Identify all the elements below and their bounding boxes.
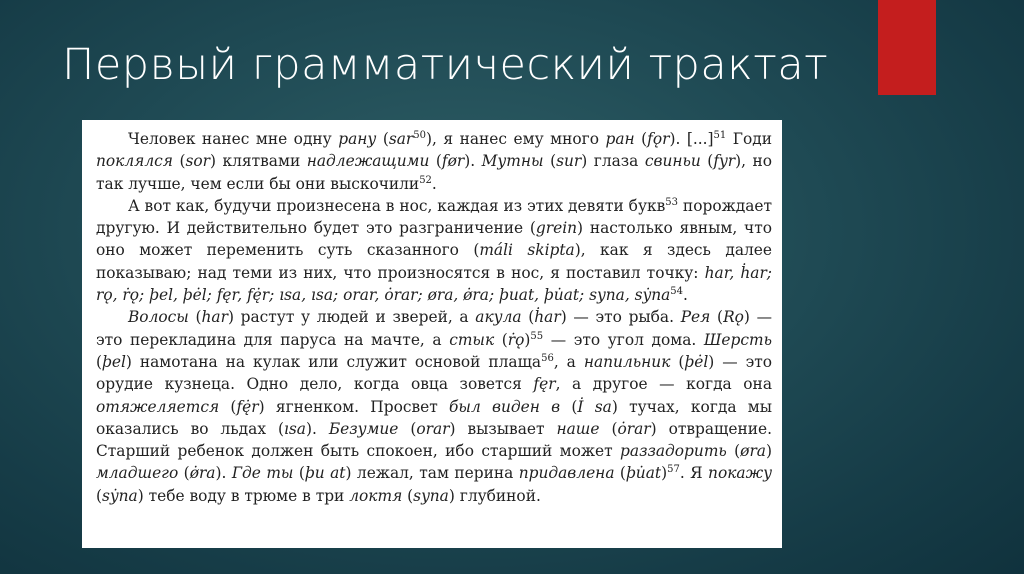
text-run: ( xyxy=(710,308,724,327)
accent-bar xyxy=(878,0,936,95)
text-run: А вот как, будучи произнесена в нос, каждая из этих девяти букв xyxy=(128,196,666,215)
text-run: ( xyxy=(494,330,508,349)
italic-term: поклялся xyxy=(96,152,173,171)
text-run: , а xyxy=(553,352,584,371)
text-run: ( xyxy=(599,419,618,438)
text-run: ( xyxy=(96,352,103,371)
text-run: ( xyxy=(543,152,557,171)
italic-term: orar xyxy=(416,419,450,438)
italic-term: был виден в xyxy=(449,397,561,416)
italic-term: fyr xyxy=(713,152,736,171)
italic-term: Рея xyxy=(680,308,711,327)
text-run: ( xyxy=(560,397,578,416)
italic-term: наше xyxy=(556,419,600,438)
text-run: ). [...] xyxy=(669,130,714,148)
text-run: ) отвращение. Старший ребенок должен быть спокоен, ибо старший может xyxy=(96,419,772,461)
italic-term: fęr xyxy=(533,375,556,394)
text-run: ) растут у людей и зверей, а xyxy=(227,308,476,327)
footnote-ref: 52 xyxy=(419,174,432,186)
text-run: ) ягненком. Просвет xyxy=(258,397,450,416)
text-run: ( xyxy=(178,464,190,483)
text-run: ) тучах, когда мы оказались во льдах ( xyxy=(96,397,772,438)
italic-term: Волосы xyxy=(128,308,189,327)
footnote-ref: 54 xyxy=(670,285,684,297)
text-run: ) намотана на кулак или служит основой плаща xyxy=(125,352,542,371)
text-run: ). xyxy=(464,152,482,171)
text-run: ), но так лучше, чем если бы они выскочили xyxy=(96,152,772,193)
italic-term: Безумие xyxy=(328,419,399,438)
text-run: ( xyxy=(700,152,714,171)
italic-term: sur xyxy=(556,152,582,171)
text-run: ). xyxy=(305,419,329,438)
italic-term: øra xyxy=(740,442,766,461)
italic-term: отяжеляется xyxy=(96,397,220,416)
text-run: ( xyxy=(614,464,626,483)
italic-term: ısa xyxy=(283,419,306,438)
text-run: ) вызывает xyxy=(449,419,557,438)
italic-term: sor xyxy=(185,152,211,171)
italic-term: рану xyxy=(338,130,377,148)
text-run: ( xyxy=(634,130,648,148)
italic-term: før xyxy=(441,152,465,171)
italic-term: акула xyxy=(475,308,522,327)
italic-term: ȯrar xyxy=(617,419,651,438)
text-run: ) тебе воду в трюме в три xyxy=(137,486,350,505)
italic-term: sar xyxy=(388,130,414,148)
italic-term: þu at xyxy=(304,464,346,483)
footnote-ref: 56 xyxy=(541,352,554,364)
italic-term: напильник xyxy=(583,352,671,371)
text-run: ( xyxy=(293,464,305,483)
text-run: ( xyxy=(172,152,186,171)
italic-term: придавлена xyxy=(518,464,615,483)
paragraph-3 xyxy=(96,306,772,507)
text-run: ) клятвами xyxy=(210,152,307,171)
text-run: ) xyxy=(765,442,772,461)
text-run: ), как я здесь далее показываю; над теми из них, что произносятся в нос, я поставил точку: xyxy=(96,241,772,282)
italic-term: har xyxy=(201,308,228,327)
footnote-ref: 53 xyxy=(665,196,679,208)
text-run: Годи xyxy=(726,130,772,148)
slide-title: Первый грамматический трактат xyxy=(62,40,829,90)
text-run: ) настолько явным, что оно может переменить суть сказанного ( xyxy=(96,219,772,260)
paragraph-1 xyxy=(96,128,772,195)
italic-term: fę̇r xyxy=(236,397,259,416)
text-run: ) xyxy=(661,464,668,483)
text-run: ( xyxy=(96,486,103,505)
text-run: . Я xyxy=(679,464,709,483)
footnote-ref: 50 xyxy=(413,129,426,141)
text-run: ( xyxy=(398,419,417,438)
italic-term: Rǫ xyxy=(723,308,744,327)
text-run: Человек нанес мне одну xyxy=(128,130,339,148)
text-run: ) — это рыба. xyxy=(560,308,681,327)
footnote-ref: 57 xyxy=(667,464,680,476)
italic-term: свиньи xyxy=(644,152,701,171)
text-run: ( xyxy=(726,442,741,461)
italic-term: þėl xyxy=(684,352,709,371)
italic-term: máli skipta xyxy=(479,241,575,260)
italic-term: Шерсть xyxy=(703,330,772,349)
italic-term: Мутны xyxy=(481,152,544,171)
italic-term: младшего xyxy=(96,464,179,483)
text-run: ( xyxy=(219,397,237,416)
text-run: ) xyxy=(524,330,531,349)
italic-term: покажу xyxy=(708,464,772,483)
text-run: ) глубиной. xyxy=(448,486,541,505)
italic-term: grein xyxy=(535,219,578,238)
document-excerpt xyxy=(82,120,782,548)
text-run: ( xyxy=(521,308,535,327)
italic-term: локтя xyxy=(349,486,403,505)
italic-term: стык xyxy=(449,330,495,349)
italic-term: надлежащими xyxy=(306,152,430,171)
text-run: ) — это орудие кузнеца. Одно дело, когда овца зовется xyxy=(96,352,772,394)
italic-term: ран xyxy=(605,130,635,148)
footnote-ref: 55 xyxy=(530,330,544,342)
text-run: ), я нанес ему много xyxy=(426,130,606,148)
italic-term: İ sa xyxy=(577,397,612,416)
text-run: ). xyxy=(215,464,232,483)
footnote-ref: 51 xyxy=(713,129,727,141)
text-run: — это угол дома. xyxy=(543,330,704,349)
text-run: ) глаза xyxy=(581,152,645,171)
italic-term: ḣar xyxy=(534,308,561,327)
text-run: . xyxy=(431,174,437,193)
italic-term: ø̇ra xyxy=(189,464,216,483)
italic-term: sẏna xyxy=(102,486,138,505)
document-text xyxy=(96,128,772,507)
text-run: . xyxy=(683,286,688,305)
text-run: порождает другую. И действительно будет это разграничение ( xyxy=(96,196,773,238)
italic-term: fǫr xyxy=(647,130,670,148)
paragraph-2 xyxy=(96,195,772,306)
italic-term: þel xyxy=(102,352,126,371)
italic-term: ṙǫ xyxy=(507,330,525,349)
text-run: ) лежал, там перина xyxy=(345,464,519,483)
italic-term: Где ты xyxy=(231,464,294,483)
text-run: , а другое — когда она xyxy=(555,375,772,394)
text-run: ( xyxy=(402,486,414,505)
text-run: ( xyxy=(670,352,685,371)
text-run: ( xyxy=(188,308,202,327)
text-run: ( xyxy=(429,152,442,171)
text-run: ) — это перекладина для паруса на мачте, а xyxy=(96,308,773,349)
text-run: ( xyxy=(376,130,389,148)
italic-term: har, ḣar; rǫ, ṙǫ; þel, þėl; fęr, fę̇r; ısa, ısa; orar, ȯrar; øra, ø̇ra; þuat, þu̇at; syna, sẏna xyxy=(96,263,772,305)
italic-term: syna xyxy=(413,486,449,505)
italic-term: þu̇at xyxy=(625,464,662,483)
italic-term: раззадорить xyxy=(620,442,727,461)
